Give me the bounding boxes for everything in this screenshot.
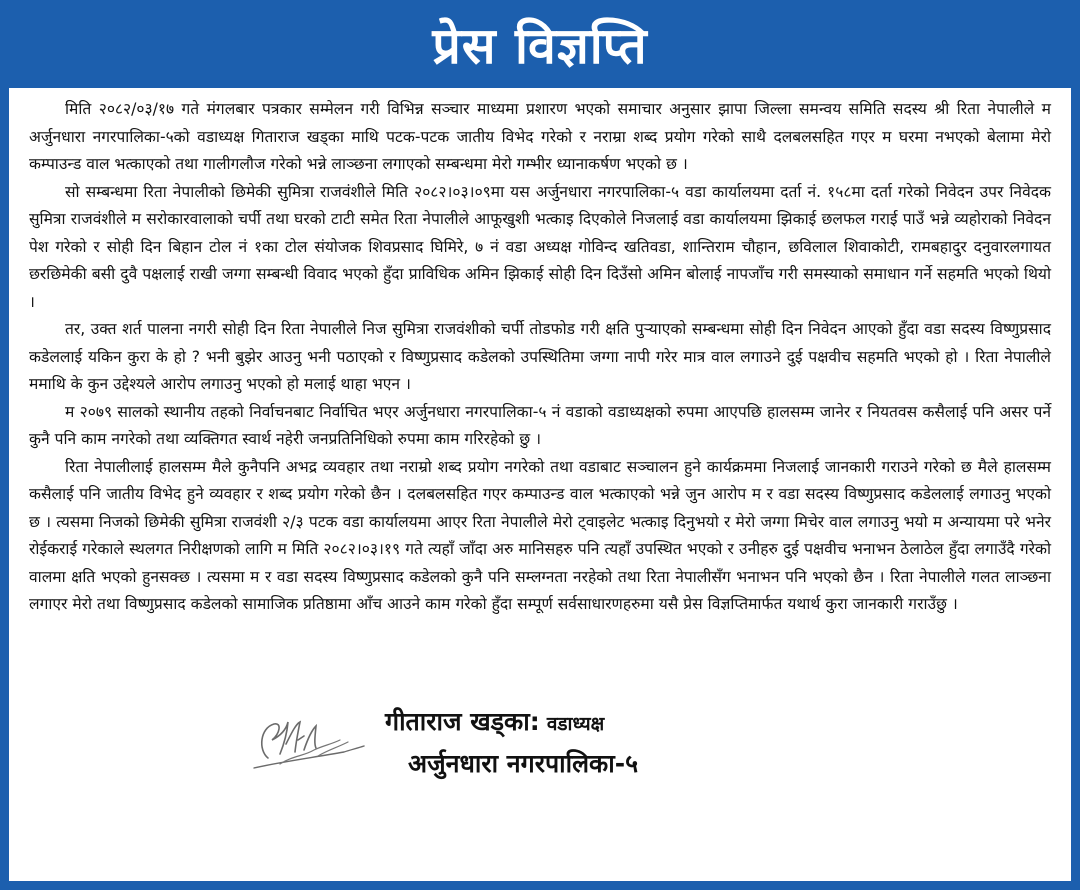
paragraph-5: रिता नेपालीलाई हालसम्म मैले कुनैपनि अभद्र व्यवहार तथा नराम्रो शब्द प्रयोग नगरेको तथा वडाबाट सञ्चालन हुने कार्यक्रममा निजलाई जानकारी गराउने गरेको छ मैले हालसम्म कसैलाई पनि जातीय विभेद हुने व्यवहार र शब्द प्रयोग गरेको छैन । दलबलसहित गएर कम्पाउन्ड वाल भत्काएको भन्ने जुन आरोप म र वडा सदस्य विष्णुप्रसाद कडेललाई लगाउनु भएको छ । त्यसमा निजको छिमेकी सुमित्रा राजवंशी २/३ पटक वडा कार्यालयमा आएर रिता नेपालीले मेरो ट्वाइलेट भत्काइ दिनुभयो र मेरो जग्गा मिचेर वाल लगाउनु भयो म अन्यायमा परे भनेर रोईकराई गरेकाले स्थलगत निरीक्षणको लागि म मिति २०८२।०३।१९ गते त्यहाँ जाँदा अरु मानिसहरु पनि त्यहाँ उपस्थित भएको र उनीहरु दुई पक्षवीच भनाभन ठेलाठेल हुँदा लगाउँदै गरेको वालमा क्षति भएको हुनसक्छ । त्यसमा म र वडा सदस्य विष्णुप्रसाद कडेलको कुनै पनि सम्लग्नता नरहेको तथा रिता नेपालीसँग भनाभन पनि भएको छैन । रिता नेपालीले गलत लाञ्छना लगाएर मेरो तथा विष्णुप्रसाद कडेलको सामाजिक प्रतिष्ठामा आँच आउने काम गरेको हुँदा सम्पूर्ण सर्वसाधारणहरुमा यसै प्रेस विज्ञप्तिमार्फत यथार्थ कुरा जानकारी गराउँछु । bbox=[29, 457, 1051, 613]
signatory-designation: वडाध्यक्ष bbox=[546, 713, 605, 735]
paragraph-3: तर, उक्त शर्त पालना नगरी सोही दिन रिता नेपालीले निज सुमित्रा राजवंशीको चर्पी तोडफोड गरी क्षति पुऱ्याएको सम्बन्धमा सोही दिन निवेदन आएको हुँदा वडा सदस्य विष्णुप्रसाद कडेललाई यकिन कुरा के हो ? भनी बुझेर आउनु भनी पठाएको र विष्णुप्रसाद कडेलको उपस्थितिमा जग्गा नापी गरेर मात्र वाल लगाउने दुई पक्षवीच सहमति भएको हो । रिता नेपालीले ममाथि के कुन उद्देश्यले आरोप लगाउनु भएको हो मलाई थाहा भएन । bbox=[29, 320, 1051, 393]
paragraph-4: म २०७९ सालको स्थानीय तहको निर्वाचनबाट निर्वाचित भएर अर्जुनधारा नगरपालिका-५ नं वडाको वडाध्यक्षको रुपमा आएपछि हालसम्म जानेर र नियतवस कसैलाई पनि असर पर्ने कुनै पनि काम नगरेको तथा व्यक्तिगत स्वार्थ नहेरी जनप्रतिनिधिको रुपमा काम गरिरहेको छु । bbox=[29, 402, 1051, 448]
signatory-name: गीताराज खड्का: bbox=[385, 707, 540, 736]
handwritten-signature-icon bbox=[240, 710, 370, 772]
signatory-name-line bbox=[385, 704, 604, 738]
page-title: प्रेस विज्ञप्ति bbox=[432, 17, 648, 75]
paragraph-2: सो सम्बन्धमा रिता नेपालीको छिमेकी सुमित्रा राजवंशीले मिति २०८२।०३।०९मा यस अर्जुनधारा नगरपालिका-५ वडा कार्यालयमा दर्ता नं. १५८मा दर्ता गरेको निवेदन उपर निवेदक सुमित्रा राजवंशीले म सरोकारवालाको चर्पी तथा घरको टाटी समेत रिता नेपालीले आफूखुशी भत्काइ दिएकोले निजलाई वडा कार्यालयमा झिकाई छलफल गराई पाउँ भन्ने व्यहोराको निवेदन पेश गरेको र सोही दिन बिहान टोल नं १का टोल संयोजक शिवप्रसाद घिमिरे, ७ नं वडा अध्यक्ष गोविन्द खतिवडा, शान्तिराम चौहान, छविलाल शिवाकोटी, रामबहादुर दनुवारलगायत छरछिमेकी बसी दुवै पक्षलाई राखी जग्गा सम्बन्धी विवाद भएको हुँदा प्राविधिक अमिन झिकाई सोही दिन दिउँसो अमिन बोलाई नापजाँच गरी समस्याको समाधान गर्ने सहमति भएको थियो । bbox=[29, 182, 1051, 311]
paragraph-1: मिति २०८२/०३/१७ गते मंगलबार पत्रकार सम्मेलन गरी विभिन्न सञ्चार माध्यमा प्रशारण भएको समाचार अनुसार झापा जिल्ला समन्वय समिति सदस्य श्री रिता नेपालीले म अर्जुनधारा नगरपालिका-५को वडाध्यक्ष गिताराज खड्का माथि पटक-पटक जातीय विभेद गरेको र नराम्रा शब्द प्रयोग गरेको साथै दलबलसहित गएर म घरमा नभएको बेलामा मेरो कम्पाउन्ड वाल भत्काएको तथा गालीगलौज गरेको भन्ने लाञ्छना लगाएको सम्बन्धमा मेरो गम्भीर ध्यानाकर्षण भएको छ । bbox=[29, 100, 1051, 173]
signatory-office: अर्जुनधारा नगरपालिका-५ bbox=[408, 749, 639, 778]
title-banner bbox=[0, 0, 1080, 88]
signature-block bbox=[240, 702, 760, 787]
